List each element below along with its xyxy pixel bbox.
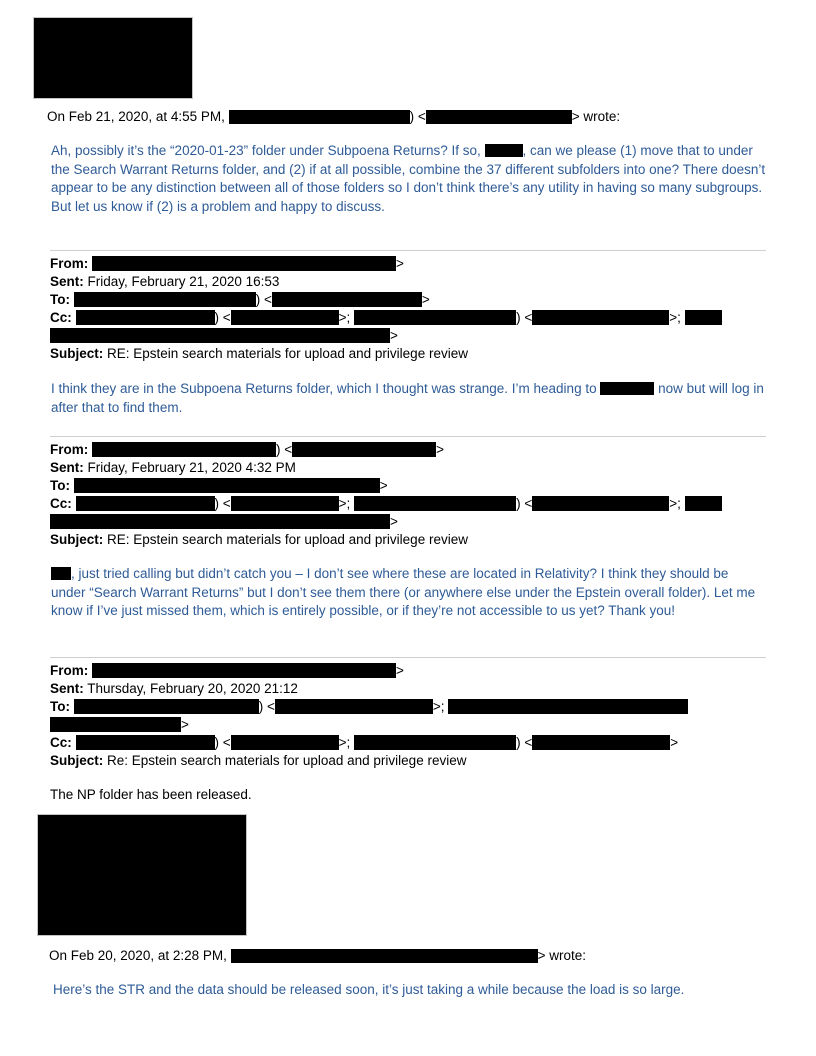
attribution-text: On Feb 20, 2020, at 2:28 PM, bbox=[49, 947, 227, 963]
field-row-cc bbox=[50, 495, 766, 513]
field-label: Cc: bbox=[50, 734, 72, 750]
redaction bbox=[532, 735, 670, 750]
quoted-text: Ah, possibly it’s the “2020-01-23” folder under Subpoena Returns? If so, bbox=[51, 143, 481, 158]
quoted-text: I think they are in the Subpoena Returns folder, which I thought was strange. I’m heading to bbox=[51, 381, 597, 396]
body-paragraph bbox=[50, 786, 766, 804]
redaction bbox=[354, 735, 516, 750]
redaction bbox=[76, 496, 215, 511]
quoted-paragraph bbox=[51, 380, 766, 417]
punctuation: ) < bbox=[516, 734, 533, 750]
field-value: Re: Epstein search materials for upload and privilege review bbox=[107, 752, 467, 768]
separator bbox=[50, 436, 766, 437]
redaction bbox=[231, 735, 339, 750]
quoted-text: Here’s the STR and the data should be released soon, it’s just taking a while because the load is so large. bbox=[53, 981, 685, 997]
punctuation: >; bbox=[669, 310, 681, 325]
redaction bbox=[92, 442, 276, 457]
field-row-subject bbox=[50, 345, 766, 363]
field-label: To: bbox=[50, 292, 70, 307]
field-label: Cc: bbox=[50, 310, 72, 325]
redaction bbox=[76, 735, 215, 750]
redaction bbox=[50, 328, 390, 343]
redaction bbox=[292, 442, 436, 457]
field-value: Thursday, February 20, 2020 21:12 bbox=[87, 680, 298, 696]
punctuation: > bbox=[421, 292, 430, 307]
field-row-from bbox=[50, 441, 766, 459]
field-row-sent bbox=[50, 459, 766, 477]
redaction bbox=[51, 567, 71, 580]
redaction bbox=[231, 496, 339, 511]
field-row-from bbox=[50, 255, 766, 273]
redaction bbox=[74, 699, 259, 714]
field-label: To: bbox=[50, 478, 70, 493]
redaction bbox=[532, 496, 669, 511]
punctuation: >; bbox=[669, 496, 681, 511]
quoted-text: now but will log in after that to find them. bbox=[51, 381, 764, 415]
punctuation: > bbox=[390, 514, 398, 529]
field-label: Sent: bbox=[50, 460, 84, 475]
redaction bbox=[231, 949, 538, 963]
separator bbox=[50, 250, 766, 251]
redaction bbox=[92, 663, 396, 678]
field-label: From: bbox=[50, 662, 89, 678]
field-row-subject bbox=[50, 531, 766, 549]
redaction-block bbox=[33, 17, 193, 99]
redaction bbox=[74, 478, 380, 493]
quoted-paragraph bbox=[51, 142, 766, 216]
punctuation: > bbox=[396, 256, 404, 271]
field-label: Sent: bbox=[50, 680, 84, 696]
punctuation: > bbox=[670, 734, 679, 750]
field-row-to-continued bbox=[50, 716, 766, 734]
field-row-cc bbox=[50, 309, 766, 327]
field-value: Friday, February 21, 2020 4:32 PM bbox=[87, 460, 296, 475]
field-row-to bbox=[50, 477, 766, 495]
punctuation: >; bbox=[338, 310, 351, 325]
punctuation: ) < bbox=[214, 734, 231, 750]
field-row-to bbox=[50, 291, 766, 309]
punctuation: > bbox=[396, 662, 404, 678]
attribution-line bbox=[47, 108, 766, 126]
attribution-text: > wrote: bbox=[537, 947, 587, 963]
field-row-cc-continued bbox=[50, 327, 766, 345]
field-label: To: bbox=[50, 698, 70, 714]
redaction bbox=[76, 310, 215, 325]
field-row-sent bbox=[50, 680, 766, 698]
redaction bbox=[92, 256, 396, 271]
quoted-text: , can we please (1) move that to under the Search Warrant Returns folder, and (2) if at all possible, combine the 37 different subfolders into one? There doesn’t appear to be any distinction between all of those folders so I don’t think there’s any utility in having so many subgroups. But let us know if (2) is a problem and happy to discuss. bbox=[51, 143, 766, 214]
redaction bbox=[685, 496, 722, 511]
redaction bbox=[74, 292, 256, 307]
attribution-line bbox=[49, 947, 766, 965]
punctuation: > bbox=[181, 716, 189, 732]
quoted-paragraph bbox=[51, 565, 766, 621]
header-block bbox=[50, 441, 766, 549]
punctuation: ) < bbox=[276, 442, 293, 457]
field-row-from bbox=[50, 662, 766, 680]
punctuation: ) < bbox=[516, 310, 533, 325]
field-label: From: bbox=[50, 256, 89, 271]
field-value: RE: Epstein search materials for upload and privilege review bbox=[107, 532, 468, 547]
punctuation: ) < bbox=[258, 698, 275, 714]
redaction-block bbox=[37, 814, 247, 936]
attribution-text: > wrote: bbox=[571, 109, 621, 124]
attribution-text: On Feb 21, 2020, at 4:55 PM, bbox=[47, 109, 225, 124]
punctuation: > bbox=[436, 442, 445, 457]
field-label: From: bbox=[50, 442, 89, 457]
field-value: Friday, February 21, 2020 16:53 bbox=[87, 274, 280, 289]
field-row-cc-continued bbox=[50, 513, 766, 531]
punctuation: >; bbox=[338, 734, 351, 750]
field-label: Subject: bbox=[50, 752, 104, 768]
field-row-cc bbox=[50, 734, 766, 752]
redaction bbox=[229, 110, 410, 124]
quoted-paragraph bbox=[53, 981, 766, 1000]
body-text: The NP folder has been released. bbox=[50, 786, 252, 802]
field-value: RE: Epstein search materials for upload and privilege review bbox=[107, 346, 468, 361]
redaction bbox=[426, 110, 572, 124]
redaction bbox=[50, 717, 181, 732]
punctuation: > bbox=[379, 478, 388, 493]
punctuation: ) < bbox=[516, 496, 533, 511]
field-label: Subject: bbox=[50, 532, 104, 547]
redaction bbox=[354, 310, 516, 325]
field-label: Subject: bbox=[50, 346, 104, 361]
redaction bbox=[50, 514, 390, 529]
punctuation: ) < bbox=[255, 292, 272, 307]
header-block bbox=[50, 662, 766, 770]
redaction bbox=[600, 382, 654, 395]
punctuation: >; bbox=[432, 698, 445, 714]
field-row-subject bbox=[50, 752, 766, 770]
punctuation: ) < bbox=[214, 496, 231, 511]
redaction bbox=[354, 496, 516, 511]
redaction bbox=[485, 144, 523, 157]
redaction bbox=[272, 292, 422, 307]
punctuation: > bbox=[390, 328, 398, 343]
punctuation: ) < bbox=[409, 109, 426, 124]
punctuation: ) < bbox=[214, 310, 231, 325]
field-label: Sent: bbox=[50, 274, 84, 289]
field-row-sent bbox=[50, 273, 766, 291]
redaction bbox=[685, 310, 722, 325]
punctuation: >; bbox=[338, 496, 351, 511]
redaction bbox=[448, 699, 688, 714]
redaction bbox=[532, 310, 669, 325]
separator bbox=[50, 657, 766, 658]
redaction bbox=[231, 310, 339, 325]
quoted-text: , just tried calling but didn’t catch you – I don’t see where these are located in Relativity? I think they should be under “Search Warrant Returns” but I don’t see them there (or anywhere else under the Epstein overall folder). Let me know if I’ve just missed them, which is entirely possible, or if they’re not accessible to us yet? Thank you! bbox=[51, 566, 756, 618]
field-label: Cc: bbox=[50, 496, 72, 511]
redaction bbox=[275, 699, 433, 714]
field-row-to bbox=[50, 698, 766, 716]
header-block bbox=[50, 255, 766, 363]
